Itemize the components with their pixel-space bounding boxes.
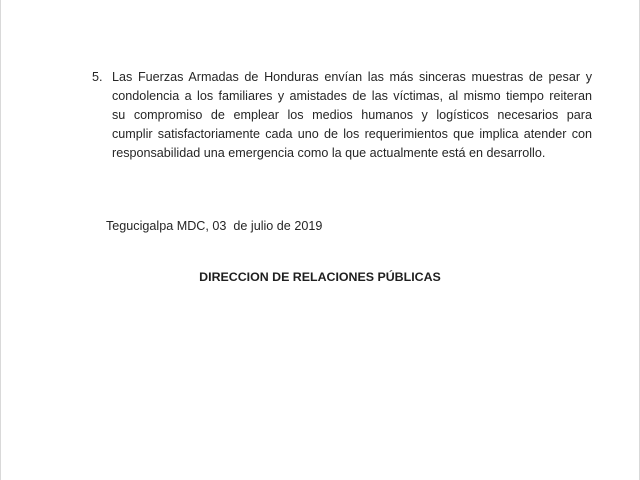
numbered-paragraph (92, 68, 592, 163)
signature-block: DIRECCION DE RELACIONES PÚBLICAS (199, 270, 441, 284)
paragraph-line: condolencia a los familiares y amistades de las víctimas, al mismo tiempo reiteran (112, 89, 592, 103)
paragraph-line: cumplir satisfactoriamente cada uno de los requerimientos que implica atender con (112, 127, 592, 141)
paragraph-line: su compromiso de emplear los medios humanos y logísticos necesarios para (112, 108, 592, 122)
paragraph-line: responsabilidad una emergencia como la que actualmente está en desarrollo. (112, 146, 546, 160)
item-number: 5. (92, 70, 103, 84)
page-left-edge (0, 0, 1, 480)
paragraph-line: Las Fuerzas Armadas de Honduras envían las más sinceras muestras de pesar y (112, 70, 592, 84)
dateline: Tegucigalpa MDC, 03 de julio de 2019 (106, 219, 323, 233)
